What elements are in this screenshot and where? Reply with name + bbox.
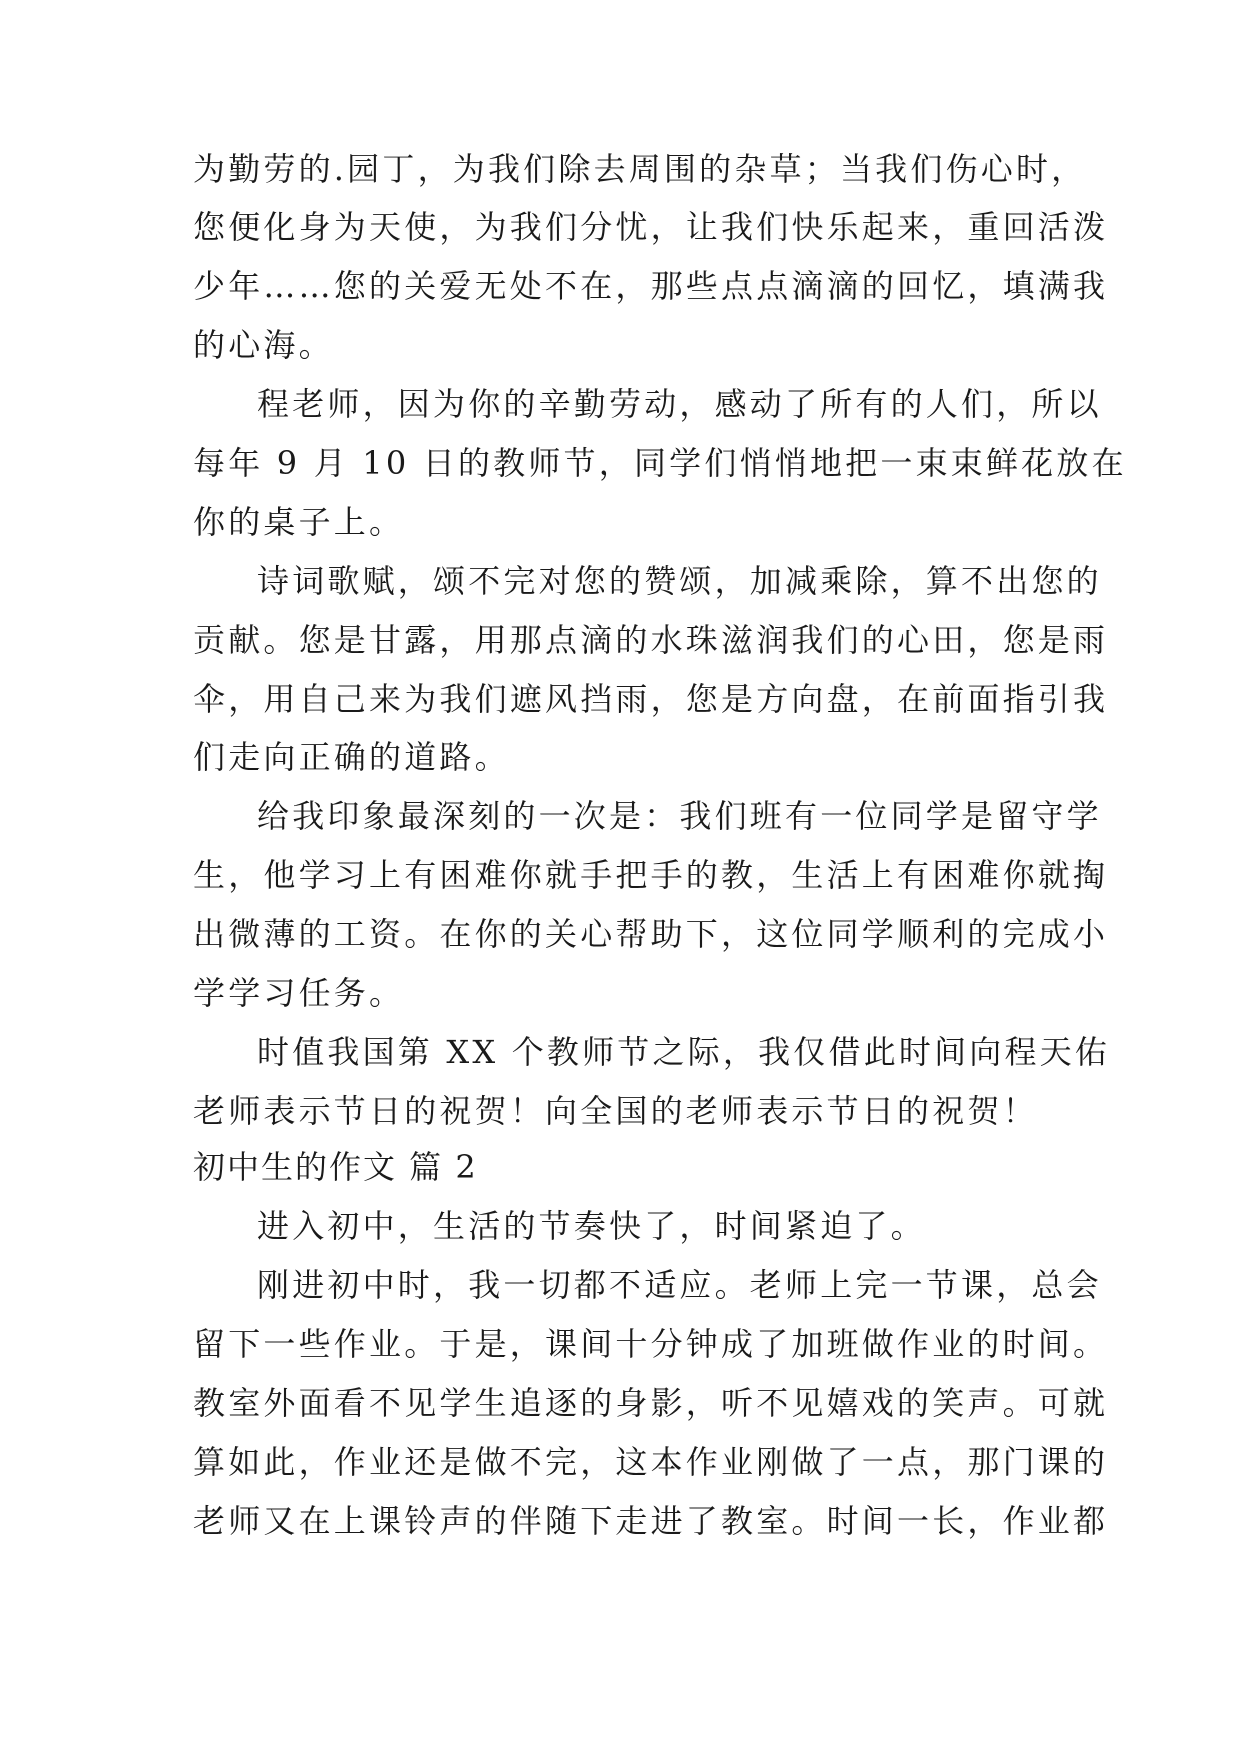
- text-line: 留下一些作业。于是，课间十分钟成了加班做作业的时间。: [193, 1325, 1109, 1363]
- text-line: 出微薄的工资。在你的关心帮助下，这位同学顺利的完成小: [193, 915, 1109, 953]
- text-line: 每年 9 月 10 日的教师节，同学们悄悄地把一束束鲜花放在: [193, 444, 1127, 482]
- section-heading: 初中生的作文 篇 2: [193, 1148, 478, 1186]
- text-line: 学学习任务。: [193, 974, 405, 1012]
- text-line: 教室外面看不见学生追逐的身影，听不见嬉戏的笑声。可就: [193, 1384, 1109, 1422]
- text-line: 老师又在上课铃声的伴随下走进了教室。时间一长，作业都: [193, 1502, 1109, 1540]
- paragraph-first-line: 诗词歌赋，颂不完对您的赞颂，加减乘除，算不出您的: [257, 562, 1102, 600]
- text-line: 的心海。: [193, 326, 334, 364]
- text-line: 算如此，作业还是做不完，这本作业刚做了一点，那门课的: [193, 1443, 1109, 1481]
- text-line: 们走向正确的道路。: [193, 738, 510, 776]
- text-line: 为勤劳的.园丁，为我们除去周围的杂草；当我们伤心时，: [193, 150, 1087, 188]
- text-line: 您便化身为天使，为我们分忧，让我们快乐起来，重回活泼: [193, 208, 1109, 246]
- paragraph-first-line: 给我印象最深刻的一次是：我们班有一位同学是留守学: [257, 797, 1102, 835]
- text-line: 伞，用自己来为我们遮风挡雨，您是方向盘，在前面指引我: [193, 680, 1109, 718]
- text-line: 少年……您的关爱无处不在，那些点点滴滴的回忆，填满我: [193, 267, 1109, 305]
- text-line: 生，他学习上有困难你就手把手的教，生活上有困难你就掏: [193, 856, 1109, 894]
- text-line: 你的桌子上。: [193, 503, 405, 541]
- paragraph-first-line: 时值我国第 XX 个教师节之际，我仅借此时间向程天佑: [257, 1033, 1111, 1071]
- paragraph-first-line: 刚进初中时，我一切都不适应。老师上完一节课，总会: [257, 1266, 1102, 1304]
- paragraph-first-line: 进入初中，生活的节奏快了，时间紧迫了。: [257, 1207, 926, 1245]
- text-line: 老师表示节日的祝贺！向全国的老师表示节日的祝贺！: [193, 1092, 1038, 1130]
- text-line: 贡献。您是甘露，用那点滴的水珠滋润我们的心田，您是雨: [193, 621, 1109, 659]
- paragraph-first-line: 程老师，因为你的辛勤劳动，感动了所有的人们，所以: [257, 385, 1102, 423]
